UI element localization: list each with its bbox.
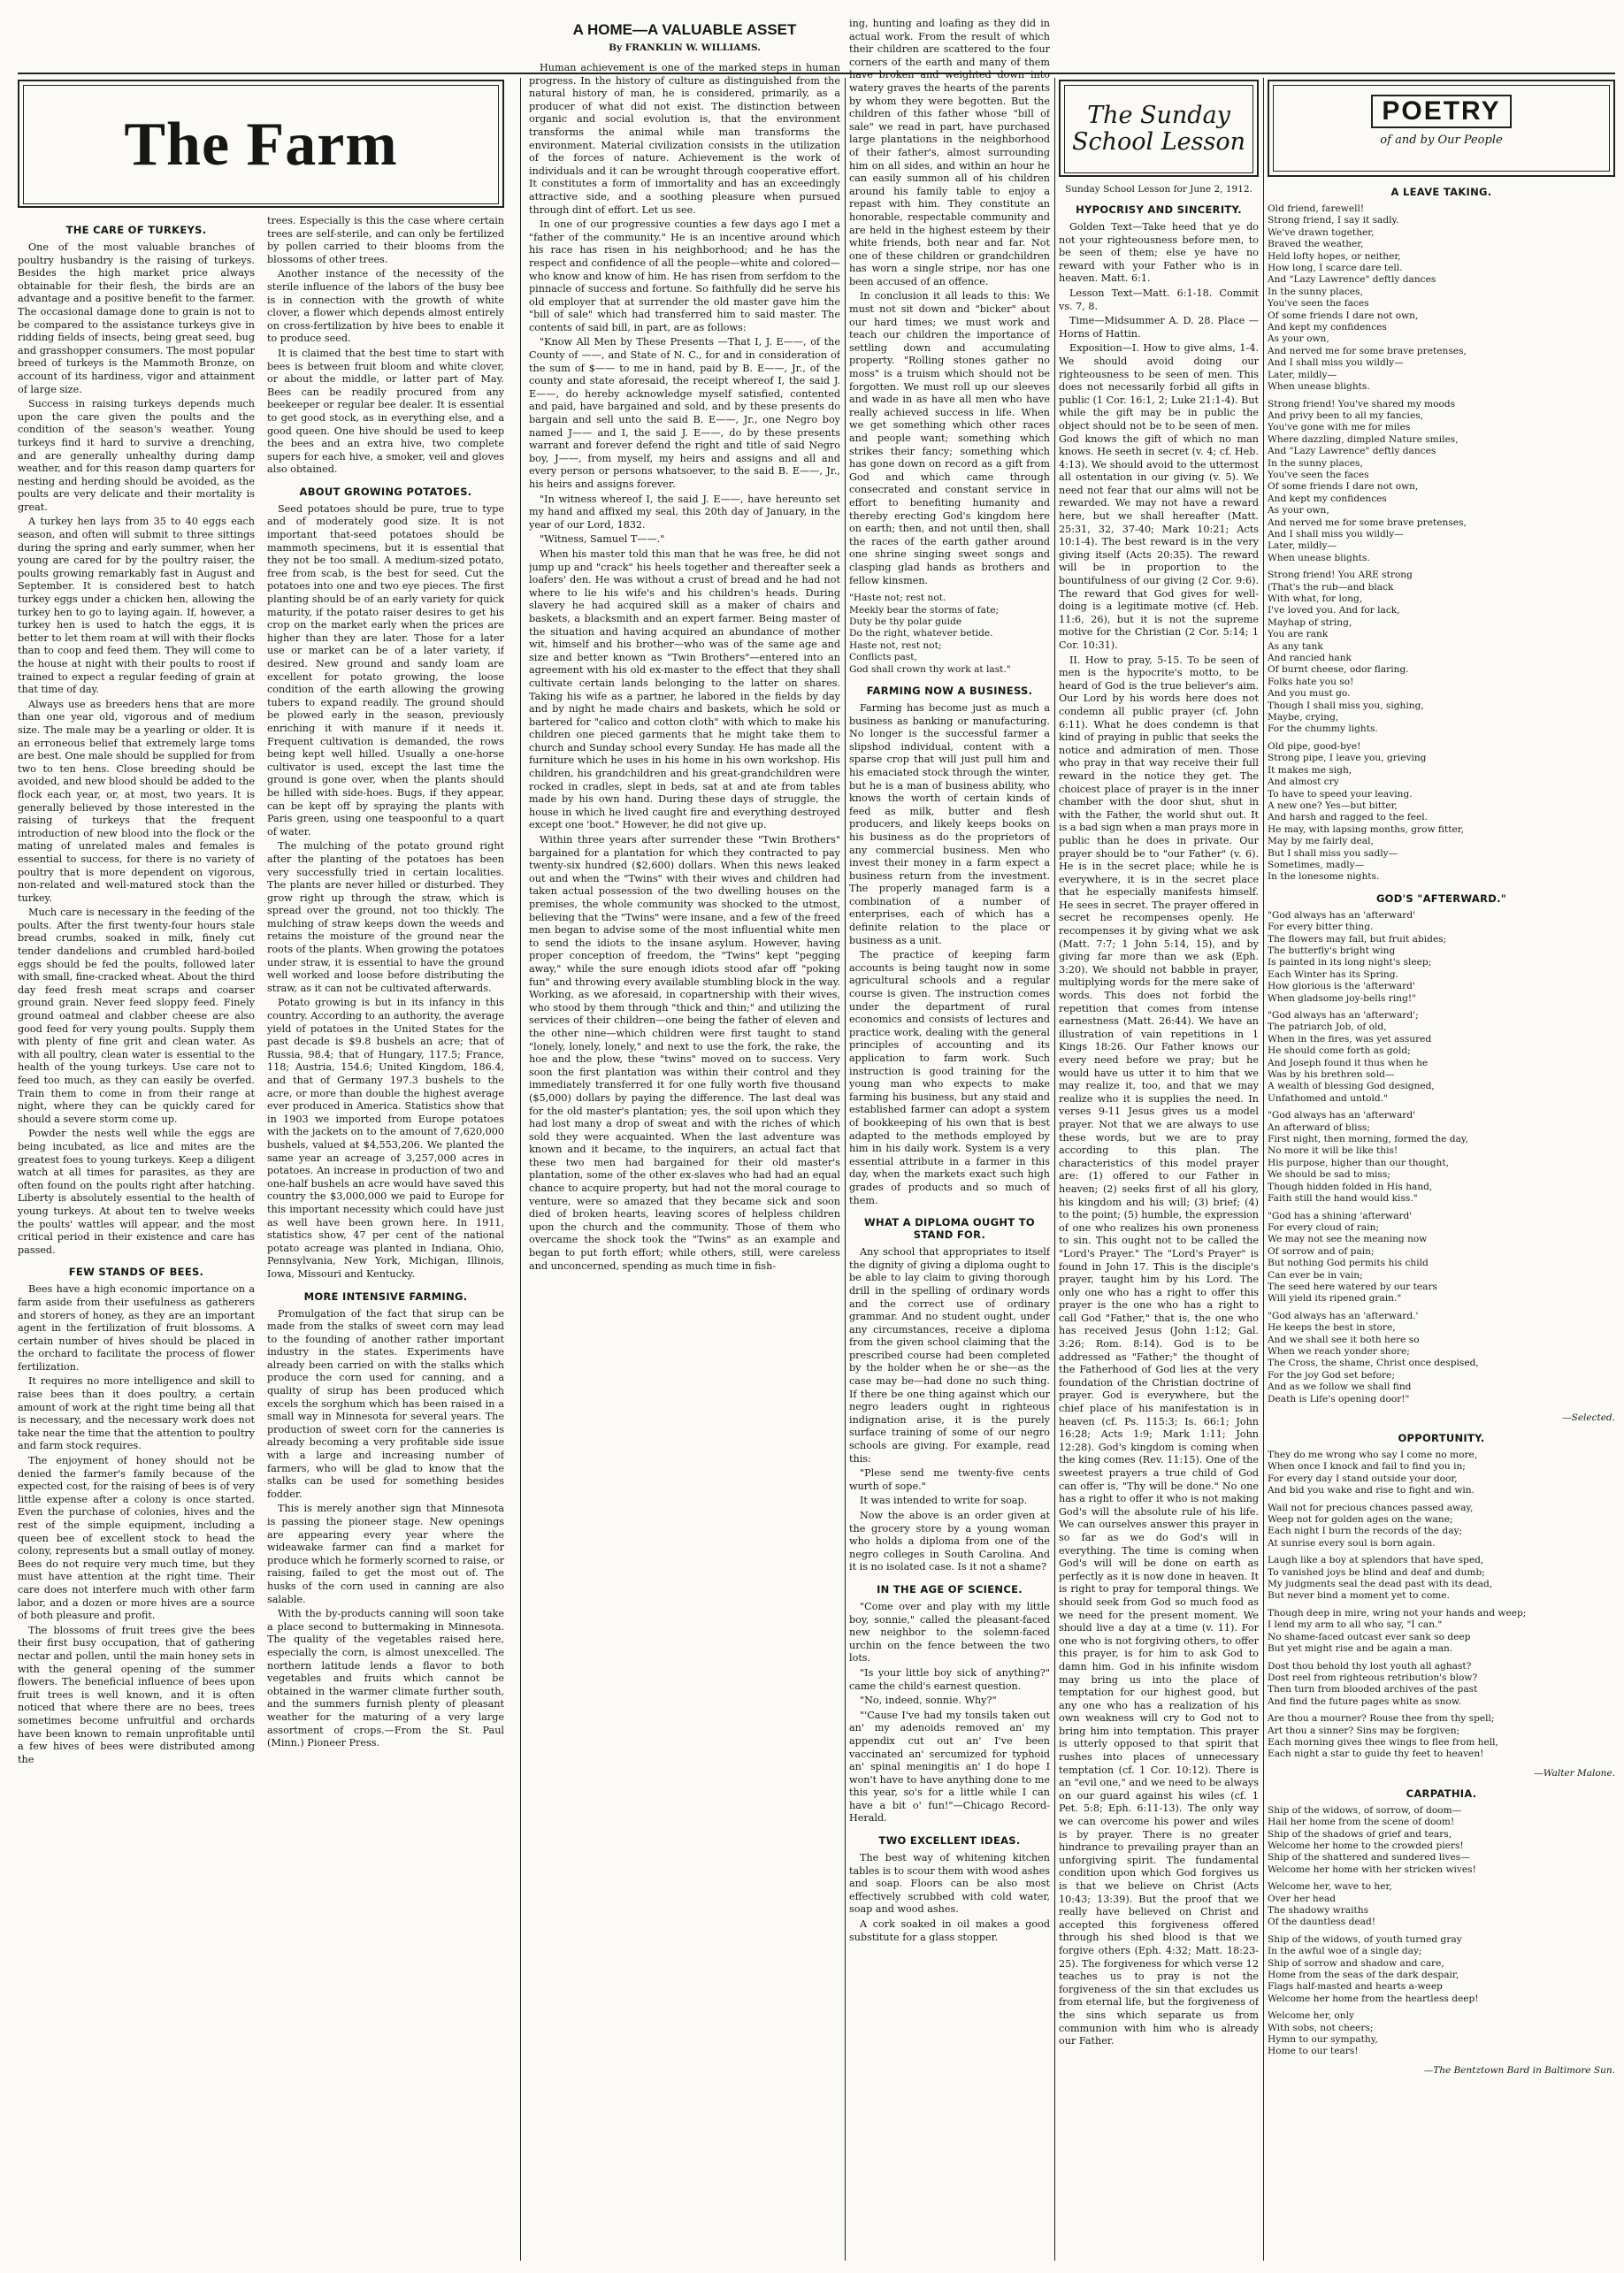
verse-line: Home from the seas of the dark despair, <box>1268 1970 1459 1981</box>
verse-line: But nothing God permits his child <box>1268 1258 1429 1269</box>
paragraph: One of the most valuable branches of poultry husbandry is the raising of turkeys. Besides the high market price always obtainable for their flesh, the birds are an advantage and a positive benefit to the farmer. The occasional damage done to grain is not to be compared to the assistance turkeys give in ridding fields of insects, being great seed, bug and grasshopper consumers. The most popular breed of turkeys is the Mammoth Bronze, on account of its hardiness, vigor and attainment of large size. <box>18 241 255 395</box>
paragraph: ing, hunting and loafing as they did in actual work. From the result of which their children are scattered to the four corners of the earth and many of them have broken and weighted down into watery graves the hearts of the parents by whom they were begotten. But the children of this father whose "bill of sale" we read in part, have purchased large plantations in the neighborhood of their father's, almost surrounding him on all sides, and within an hour he can easily summon all of his children around his family table to enjoy a repast with him. They constitute an honorable, respectable community and are held in the highest esteem by their white friends, both near and far. Not one of these children or grandchildren has worn a single stripe, nor has one been accused of an offence. <box>849 18 1050 287</box>
byline: By FRANKLIN W. WILLIAMS. <box>609 42 761 53</box>
lesson-banner-title: The Sunday School Lesson <box>1071 102 1245 156</box>
verse-line: Is painted in its long night's sleep; <box>1268 957 1432 968</box>
verse-line: An afterward of bliss; <box>1268 1121 1370 1133</box>
paragraph: The blossoms of fruit trees give the bees their first busy occupation, that of gathering nectar and pollen, until the main honey sets in with the general opening of the summer flowers. The beneficial influence of bees upon fruit trees is well known, and it is often noticed that where there are no bees, trees sometimes become unfruitful and orchards have been known to remain unprofitable until a few hives of bees were distributed among the <box>18 1624 255 1765</box>
verse-line: We've drawn together, <box>1268 226 1375 238</box>
poem <box>1268 1450 1615 1761</box>
verse-line: And nerved me for some brave pretenses, <box>1268 345 1467 356</box>
paragraph: In conclusion it all leads to this: We must not sit down and "bicker" about our hard times; we must work and teach our children the importance of settling down and accumulating property. "Rolling stones gather no moss" is a truism which should not be forgotten. We must roll up our sleeves and wade in as have all men who have really achieved success in life. When we get something which other races and people want; something which strikes their fancy; something which has gone down on record as a gift from God and which came through consecrated and constant service in effort to benefiting humanity and thereby erecting God's kingdom here on earth; then, and not until then, shall the races of the earth gather around one shrine singing sweet songs and clasping glad hands as brothers and fellow kinsmen. <box>849 290 1050 586</box>
poem-signature: —The Bentztown Bard in Baltimore Sun. <box>1423 2064 1615 2076</box>
verse-line: Strong friend, I say it sadly. <box>1268 215 1399 226</box>
paragraph: Human achievement is one of the marked steps in human progress. In the history of culture as distinguished from the natural history of man, he is considered, primarily, as a producer of what did not exist. The distinction between organic and social evolution is, that the environment transforms the animal while man transforms the environment. Material civilization consists in the utilization of the forces of nature. Achievement is the work of individuals and it can be wrought through cooperative effort. It constitutes a form of immortality and has an exceedingly attractive side, and a soothing pleasure when pursued through dint of effort. Let us see. <box>529 62 840 216</box>
poem-signature: —Selected. <box>1562 1412 1615 1423</box>
poem-signature: —Walter Malone. <box>1534 1767 1615 1779</box>
verse-line: My judgments seal the dead past with its dead, <box>1268 1579 1493 1590</box>
verse-line: But never bind a moment yet to come. <box>1268 1590 1450 1602</box>
verse-line: Later, mildly— <box>1268 369 1337 380</box>
article-heading: IN THE AGE OF SCIENCE. <box>877 1582 1023 1596</box>
verse-line: And kept my confidences <box>1268 493 1387 504</box>
verse-line: You've gone with me for miles <box>1268 422 1411 433</box>
verse-line: And we shall see it both here so <box>1268 1334 1420 1345</box>
verse-line: Of the dauntless dead! <box>1268 1917 1375 1928</box>
verse-line: And almost cry <box>1268 777 1339 788</box>
verse-line: Welcome her home from the heartless deep! <box>1268 1993 1479 2004</box>
verse-line: No shame-faced outcast ever sank so deep <box>1268 1631 1471 1642</box>
verse-line: May by me fairly deal, <box>1268 836 1374 847</box>
paragraph: Time—Midsummer A. D. 28. Place —Horns of Hattin. <box>1059 315 1259 340</box>
verse-line: And "Lazy Lawrence" deftly dances <box>1268 274 1436 286</box>
verse-line: His purpose, higher than our thought, <box>1268 1157 1449 1168</box>
paragraph: A turkey hen lays from 35 to 40 eggs each season, and often will submit to three sittings during the spring and early summer, when her young are cared for by the poultry raiser, the poults growing remarkably fast in August and September. It is considered best to hatch turkey eggs under a chicken hen, allowing the turkey hen to go to laying again. If, however, a turkey hen is used to hatch the eggs, it is better to let them roam at will with their flocks than to coop and feed them. They will come to the house at night with their poults to roost if trained to expect a regular feeding of grain at that time of day. <box>18 516 255 696</box>
verse-line: Unfathomed and untold." <box>1268 1092 1388 1104</box>
verse-line: Then turn from blooded archives of the past <box>1268 1684 1478 1695</box>
verse-line: Ship of the widows, of sorrow, of doom— <box>1268 1804 1462 1816</box>
verse-line: As your own, <box>1268 505 1329 517</box>
verse-line: And harsh and ragged to the feel. <box>1268 812 1429 823</box>
verse-line: Will yield its ripened grain." <box>1268 1293 1402 1305</box>
verse-line: Meekly bear the storms of fate; <box>849 604 1000 616</box>
verse-line: "God always has an 'afterward' <box>1268 909 1416 921</box>
verse-line: As any tank <box>1268 640 1323 652</box>
verse-line: Wail not for precious chances passed away, <box>1268 1502 1474 1513</box>
paragraph: Promulgation of the fact that sirup can be made from the stalks of sweet corn may lead to the founding of another rather important industry in the states. Experiments have already been carried on with the stalks which produce the corn used for canning, and a quality of sirup has been produced which excels the sorghum which has been raised in a small way in Minnesota for several years. The production of sweet corn for the canneries is already becoming a very profitable side issue with a large and increasing number of farmers, who will be glad to know that the stalks can be used for something besides fodder. <box>267 1307 504 1500</box>
verse-line: Duty be thy polar guide <box>849 616 962 627</box>
paragraph: The best way of whitening kitchen tables is to scour them with wood ashes and soap. Floors can be also most effectively scrubbed with cold water, soap and wood ashes. <box>849 1852 1050 1916</box>
verse-line: Weep not for golden ages on the wane; <box>1268 1514 1453 1526</box>
verse-line: To vanished joys be blind and deaf and dumb; <box>1268 1566 1485 1578</box>
verse-line: "God always has an 'afterward.' <box>1268 1310 1419 1321</box>
verse-line: When once I knock and fail to find you in; <box>1268 1461 1466 1473</box>
verse-line: Mayhap of string, <box>1268 616 1352 628</box>
verse-line: In the sunny places, <box>1268 286 1363 297</box>
verse-line: Over her head <box>1268 1893 1337 1904</box>
farm-subcolumn-right <box>267 215 504 1768</box>
paragraph: In one of our progressive counties a few days ago I met a "father of the community." He is an incentive around which his race has risen in his neighborhood; and he has the respect and confidence of all the people—white and colored—who know and know of him. He has risen from serfdom to the pinnacle of success and fortune. So faithfully did he serve his old employer that at surrender the old master gave him the "bill of sale" which had transferred him to said master. The contents of said bill, in part, are as follows: <box>529 218 840 333</box>
paragraph: "Know All Men by These Presents —That I, J. E——, of the County of ——, and State of N. C., for and in consideration of the sum of $—— to me in hand, paid by B. E——, Jr., of the county and state aforesaid, the receipt whereof I, the said J. E——, do hereby acknowledge myself satisfied, contented and paid, have bargained and sold, and by these presents do bargain and sell unto the said B. E——, Jr., one Negro boy named J—— and I, the said J. E——, do by these presents warrant and forever defend the right and title of said Negro boy, J——, from myself, my heirs and assigns and all and every person or persons whatsoever, to the said B. E——, Jr., his heirs and assigns forever. <box>529 336 840 490</box>
verse-line: Braved the weather, <box>1268 239 1364 250</box>
verse-line: He may, with lapsing months, grow fitter, <box>1268 823 1465 835</box>
verse-line: You are rank <box>1268 629 1329 640</box>
verse-line: "Haste not; rest not. <box>849 593 946 604</box>
paragraph: When his master told this man that he was free, he did not jump up and "crack" his heels together and thereafter seek a loafers' den. He was without a crust of bread and he had not where to lie his wife's and his children's heads. During slavery he had acquired skill as a maker of chairs and baskets, a blacksmith and an expert farmer. Being master of the situation and having acquired an abundance of mother wit, himself and his brother—who was of the same age and size and better known as "Twin Brothers"—entered into an agreement with his old ex-master to the effect that they shall cultivate certain lands belonging to the latter on shares. Taking his wife as a partner, he labored in the fields by day and by night he made chairs and baskets, which he sold or bartered for "calico and cotton cloth" with which to make his children one pieced garments that he might take them to church and Sunday school every Sunday. He has made all the furniture which he uses in his home in his own workshop. His children, his grandchildren and his great-grandchildren were rocked in cradles, slept in beds, sat at and ate from tables made by his own hand. During these days of struggle, the house in which he lived caught fire and everything destroyed except one 'boot." However, he did not give up. <box>529 547 840 831</box>
verse-line: Art thou a sinner? Sins may be forgiven; <box>1268 1725 1460 1736</box>
verse-line: You've seen the faces <box>1268 298 1369 310</box>
poetry-banner-title: POETRY <box>1371 95 1511 128</box>
column-rule <box>520 78 521 2261</box>
verse-line: When unease blights. <box>1268 381 1370 393</box>
paragraph: Success in raising turkeys depends much upon the care given the poults and the condition of the season's weather. Young turkeys find it hard to survive a drenching, and are generally unhealthy during damp weather, and for this reason damp quarters for nesting and herding should be avoided, as the poults are very delicate and their mortality is great. <box>18 398 255 513</box>
paragraph: Any school that appropriates to itself the dignity of giving a diploma ought to be able to lay claim to giving thorough drill in the spelling of ordinary words and the correct use of ordinary grammar. And no student ought, under any circumstances, receive a diploma from the given school claiming that the prescribed course had been completed by the holder when he or she—as the case may be—had done no such thing. If there be one thing against which our negro leaders ought in righteous indignation arise, it is the purely surface training of some of our negro schools are giving. For example, read this: <box>849 1246 1050 1465</box>
verse-line: Of burnt cheese, odor flaring. <box>1268 664 1409 676</box>
verse-line: "God always has an 'afterward' <box>1268 1110 1416 1121</box>
article-heading: HYPOCRISY AND SINCERITY. <box>1076 203 1242 216</box>
verse-line: Flags half-masted and hearts a-weep <box>1268 1981 1443 1993</box>
verse-line: When unease blights. <box>1268 552 1370 563</box>
verse-line: At sunrise every soul is born again. <box>1268 1537 1436 1549</box>
verse-line: I've loved you. And for lack, <box>1268 605 1400 616</box>
verse-line: When gladsome joy-bells ring!" <box>1268 992 1416 1004</box>
article-heading: TWO EXCELLENT IDEAS. <box>878 1834 1021 1848</box>
paragraph: II. How to pray, 5-15. To be seen of men is the hypocrite's motto, to be heard of God is the true believer's aim. Our Lord by his words here does not condemn all public prayer (cf. John 6:11). What he does condemn is that kind of praying in public that seeks the notice and admiration of men. Those who pray in that way receive their full reward in the notice they get. The choicest place of prayer is in the inner chamber with the door shut, shut in with the Father, the world shut out. It is a bad sign when a man prays more in public than he does in private. Our prayer should be to "our Father" (v. 6). He is in the secret place; while he is everywhere, it is in the secret place that he especially manifests himself. He sees in secret. The prayer offered in secret he recompenses openly. He recompenses it by giving what we ask (Matt. 7:7; 1 John 5:14, 15), and by giving far more than we ask (Eph. 3:20). We should not babble in prayer, multiplying words for the mere sake of words. This does not forbid the repetition that comes from intense earnestness (Matt. 26:44). We have an illustration of vain repetitions in 1 Kings 18:26. Our Father knows our every need before we pray; but he would have us utter it to him that we may realize it, too, and that we may realize who it is supplies the need. In verses 9-11 Jesus gives us a model prayer. Not that we are always to use these words, but we are to pray according to this plan. The characteristics of this model prayer are: (1) offered to our Father in heaven; (2) seeks first of all his glory, his kingdom and his will; (3) brief; (4) to the point; (5) humble, the expression of one who realizes his own proneness to sin. This ought not to be called the "Lord's Prayer." The "Lord's Prayer" is found in John 17. This is the disciple's prayer, taught him by his Lord. The only one who has a right to offer this prayer is the one who has a right to call God "Father," that is, the one who has received Jesus (John 1:12; Gal. 3:26; Rom. 8:14). God is to be addressed as "Father;" the thought of the Fatherhood of God lies at the very foundation of the Christian doctrine of prayer. God is everywhere, but the chief place of his manifestation is in heaven (cf. Ps. 115:3; Is. 66:1; John 16:28; Acts 1:9; Mark 1:11; John 12:28). God's kingdom is coming when the king comes (Rev. 11:15). One of the sweetest prayers a true child of God can offer is, "Thy will be done." No one has a right to offer it who is not making God's will the absolute rule of his life. We can ourselves answer this prayer in so far as we do God's will in everything. The time is coming when God's will will be done on earth as perfectly as it is now done in heaven. It is right to pray for temporal things. We should seek from God so much food as we need for the present moment. We should live a day at a time (v. 11). For one who is not forgiving others, to offer this prayer, is for him to ask God to damn him. God in his infinite wisdom may bring us into the place of temptation for our highest good, but any one who has a realization of his own weakness will cry to God not to bring him into temptation. This prayer is utterly opposed to that spirit that rushes into places of unnecessary temptation (cf. 1 Cor. 10:12). There is an "evil one," and we need to be always on our guard against his wiles (cf. 1 Pet. 5:8; Eph. 6:11-13). The only way we can overcome his power and wiles is by prayer. There is no greater hindrance to prevailing prayer than an unforgiving spirit. The fundamental condition upon which God forgives us is that we believe on Christ (Acts 10:43; 13:39). But the proof that we really have believed on Christ and accepted this forgiveness offered through his shed blood is that we forgive others (Eph. 4:32; Matt. 18:23-25). The forgiveness for which verse 12 teaches us to pray is not the forgiveness of the sin that excludes us from eternal life, but the forgiveness of the sins which separate us from communion with him who is already our Father. <box>1059 654 1259 2047</box>
paragraph: The mulching of the potato ground right after the planting of the potatoes has been very successfully tried in certain localities. The plants are never hilled or disturbed. They grow right up through the straw, which is spread over the ground, not too thickly. The mulching of straw keeps down the weeds and retains the moisture of the ground near the roots of the plants. When growing the potatoes under straw, it is essential to have the ground well worked and loose before distributing the straw, as it can not be cultivated afterwards. <box>267 840 504 994</box>
verse-line: Where dazzling, dimpled Nature smiles, <box>1268 433 1459 445</box>
verse-line: No more it will be like this! <box>1268 1145 1398 1157</box>
verse-line: A wealth of blessing God designed, <box>1268 1081 1435 1092</box>
paragraph: The enjoyment of honey should not be denied the farmer's family because of the expected cost, for the raising of bees is of very little expense after a colony is once started. Even the purchase of colonies, hives and the rest of the simple equipment, including a queen bee of excellent stock to head the colony, represents but a small outlay of money. Bees do not require very much time, but they must have attention at the right time. Their care does not interfere much with other farm labor, and a dozen or more hives are a source of both pleasure and profit. <box>18 1455 255 1622</box>
verse-line: (That's the rub—and black <box>1268 581 1394 593</box>
verse-line: Strong pipe, I leave you, grieving <box>1268 753 1427 764</box>
verse-line: Though deep in mire, wring not your hands and weep; <box>1268 1607 1527 1619</box>
verse-line: He keeps the best in store, <box>1268 1322 1396 1334</box>
paragraph: It was intended to write for soap. <box>860 1495 1028 1507</box>
verse-line: We should be sad to miss; <box>1268 1169 1390 1181</box>
verse-line: How long, I scarce dare tell. <box>1268 263 1403 274</box>
verse-line: And kept my confidences <box>1268 322 1387 333</box>
poetry-banner <box>1268 80 1615 177</box>
verse-line: He should come forth as gold; <box>1268 1045 1411 1057</box>
paragraph: Seed potatoes should be pure, true to type and of moderately good size. It is not important that-seed potatoes should be mammoth specimens, but it is essential that they not be too small. A medium-sized potato, free from scab, is the best for seed. Cut the potatoes into one and two eye pieces. The first planting should be of an early variety for quick maturity, if the potato raiser desires to get his crop on the market early when the prices are higher than they are later. Those for a later use or market can be of a later variety, if desired. New ground and sandy loam are excellent for potato growing, the loose condition of the earth allowing the growing tubers to expand readily. The ground should be plowed early in the season, previously enriching it with manure if it needs it. Frequent cultivation is demanded, the rows being kept well hilled. Usually a one-horse cultivator is used, except the last time the ground is gone over, when the plants should be hilled with side-hoes. Bugs, if they appear, can be kept off by spraying the plants with Paris green, using one teaspoonful to a quart of water. <box>267 502 504 838</box>
verse-line: Ship of sorrow and shadow and care, <box>1268 1957 1444 1969</box>
verse-line: Ship of the shadows of grief and tears, <box>1268 1828 1452 1840</box>
verse-line: As your own, <box>1268 333 1329 345</box>
verse-line: Laugh like a boy at splendors that have sped, <box>1268 1555 1484 1566</box>
column-rule <box>845 78 846 2261</box>
paragraph: Bees have a high economic importance on a farm aside from their usefulness as gatherers and storers of honey, as they are an important agent in the fertilization of fruit blossoms. A certain number of hives should be placed in the orchard to facilitate the process of flower fertilization. <box>18 1283 255 1373</box>
verse-line: Of sorrow and of pain; <box>1268 1245 1375 1257</box>
verse-line: Each Winter has its Spring. <box>1268 968 1398 980</box>
verse-line: And I shall miss you wildly— <box>1268 528 1404 540</box>
paragraph: It is claimed that the best time to start with bees is between fruit bloom and white clover, or about the middle, or latter part of May. Bees can be readily procured from any beekeeper or regular bee dealer. It is essential to get good stock, as in everything else, and a good queen. One hive should be used to keep the bees and an extra hive, two complete supers for each hive, a smoker, veil and gloves also obtained. <box>267 347 504 476</box>
verse-line: The butterfly's bright wing <box>1268 945 1396 956</box>
verse-line: With sobs, not cheers; <box>1268 2022 1374 2033</box>
quoted-verse <box>849 593 1050 676</box>
paragraph: Within three years after surrender these "Twin Brothers" bargained for a plantation for which they contracted to pay twenty-six hundred ($2,600) dollars. When this news leaked out and when the "Twins" with their wives and children had taken actual possession of the two dwelling houses on the premises, the whole community was shocked to the utmost, believing that the "Twins" were insane, and a few of the freed men began to advise some of the most influential white men to send the idiots to the insane asylum. However, having proper conception of freedom, the "Twins" kept "pegging away," while the sure enough idiots stood afar off "poking fun" and throwing every available stumbling block in the way. Working, as we aforesaid, in copartnership with their wives, who stood by them through "thick and thin;" and utilizing the services of their children—one being the father of eleven and the other nine—which children were first taught to stand "lonely, lonely, lonely," and next to use the fork, the rake, the hoe and the plow, these "twins" moved on to success. Very soon the first plantation was within their control and they immediately transferred it for one fully worth five thousand ($5,000) dollars by paying the difference. The last deal was for the old master's plantation; yes, the soil upon which they had lost many a drop of sweat and with the riches of which sold they were acquainted. When the last adventure was known and it became, to the inquirers, an actual fact that these two men had bargained for their old master's plantation, some of the other ex-slaves who had had an equal chance to acquire property, but had not the moral courage to venture, were so amazed that they became sick and soon died of broken hearts, leaving scores of helpless children upon the church and the community. Those of them who overcame the shock took the "Twins" as an example and began to put forth effort; while others, still, were careless and unconcerned, spending as much time in fish- <box>529 834 840 1272</box>
verse-line: And Joseph found it thus when he <box>1268 1057 1429 1068</box>
article-heading: ABOUT GROWING POTATOES. <box>299 485 472 498</box>
verse-line: And you must go. <box>1268 688 1351 700</box>
verse-line: Of some friends I dare not own, <box>1268 481 1419 493</box>
verse-line: They do me wrong who say I come no more, <box>1268 1450 1478 1460</box>
verse-line: Old pipe, good-bye! <box>1268 740 1361 752</box>
paragraph: Exposition—I. How to give alms, 1-4. We should avoid doing our righteousness to be seen of men. This does not necessarily forbid all gifts in public (1 Cor. 16:1, 2; Luke 21:1-4). But while the gift may be in public the object should not be to be seen of men. God knows the gift of which no man knows. He seeth in secret (v. 4; cf. Heb. 4:13). We should avoid to the uttermost all ostentation in our giving (v. 5). We need not fear that our alms will not be rewarded. We may not have a reward here, but we shall hereafter (Matt. 25:31, 32, 37-40; Mark 10:21; Acts 10:1-4). The best reward is in the very giving itself (Acts 20:35). The reward will be in proportion to the bountifulness of our giving (2 Cor. 9:6). The reward that God gives for well-doing is a legitimate motive (cf. Heb. 11:6, 26), but it is not the supreme motive for the Christian (2 Cor. 5:14; 1 Cor. 10:31). <box>1059 342 1259 651</box>
verse-line: Was by his brethren sold— <box>1268 1069 1395 1081</box>
verse-line: For every day I stand outside your door, <box>1268 1473 1458 1484</box>
column-rule <box>1054 78 1055 2261</box>
poetry-section <box>1268 18 1615 2264</box>
poem-title: CARPATHIA. <box>1406 1787 1477 1800</box>
verse-line: "God has a shining 'afterward' <box>1268 1210 1413 1221</box>
verse-line: The flowers may fall, but fruit abides; <box>1268 933 1447 945</box>
article-heading: FARMING NOW A BUSINESS. <box>866 684 1033 697</box>
verse-line: And nerved me for some brave pretenses, <box>1268 517 1467 528</box>
verse-line: And "Lazy Lawrence" deftly dances <box>1268 446 1436 457</box>
verse-line: Each night a star to guide thy feet to heaven! <box>1268 1749 1484 1760</box>
paragraph: Much care is necessary in the feeding of the poults. After the first twenty-four hours stale bread crumbs, soaked in milk, finely cut tender dandelions and crumbled hard-boiled eggs should be fed the poults, followed later with small, fine-cracked wheat. About the third day feed fresh meat scraps and coarser ground grain. Never feed sloppy feed. Finely ground oatmeal and clabber cheese are also good feed for very young poults. Supply them with plenty of fine grit and clean water. As with all poultry, clean water is essential to the health of the young turkeys. Use care not to feed too much, as they can easily be overfed. Train them to come in from their range at night, where they can be quickly cared for should a severe storm come up. <box>18 907 255 1125</box>
paragraph: This is merely another sign that Minnesota is passing the pioneer stage. New openings are appearing every year where the wideawake farmer can find a market for produce which he formerly scorned to raise, or raising, failed to get the most out of. The husks of the corn used in canning are also salable. <box>267 1503 504 1605</box>
verse-line: Death is Life's opening door!" <box>1268 1393 1410 1404</box>
verse-line: Conflicts past, <box>849 652 917 663</box>
paragraph: A cork soaked in oil makes a good substitute for a glass stopper. <box>849 1918 1050 1943</box>
verse-line: And bid you wake and rise to fight and win. <box>1268 1485 1475 1496</box>
verse-line: Later, mildly— <box>1268 540 1337 552</box>
paragraph: "Is your little boy sick of anything?" came the child's earnest question. <box>849 1666 1050 1692</box>
verse-line: Can ever be in vain; <box>1268 1269 1363 1281</box>
lesson-banner <box>1059 80 1259 177</box>
poem <box>1268 1805 1615 2058</box>
verse-line: Ship of the widows, of youth turned gray <box>1268 1933 1462 1945</box>
verse-line: We may not see the meaning now <box>1268 1234 1428 1245</box>
verse-line: Though hidden folded in His hand, <box>1268 1181 1433 1192</box>
article-heading: MORE INTENSIVE FARMING. <box>303 1290 468 1303</box>
verse-line: For the joy God set before; <box>1268 1369 1395 1381</box>
verse-line: I lend my arm to all who say, "I can." <box>1268 1619 1443 1631</box>
poem-title: A LEAVE TAKING. <box>1390 186 1492 198</box>
verse-line: Haste not, rest not; <box>849 639 942 651</box>
paragraph: Now the above is an order given at the grocery store by a young woman who holds a diploma from one of the negro colleges in South Carolina. And it is no isolated case. Is it not a shame? <box>849 1510 1050 1573</box>
paragraph: trees. Especially is this the case where certain trees are self-sterile, and can only be fertilized by pollen carried to their blooms from the blossoms of other trees. <box>267 215 504 265</box>
verse-line: Old friend, farewell! <box>1268 203 1365 214</box>
verse-line: Home to our tears! <box>1268 2046 1359 2057</box>
poem <box>1268 910 1615 1405</box>
verse-line: To have to speed your leaving. <box>1268 788 1413 800</box>
verse-line: Sometimes, madly— <box>1268 859 1365 870</box>
verse-line: Folks hate you so! <box>1268 676 1354 687</box>
paragraph: "No, indeed, sonnie. Why?" <box>860 1695 997 1707</box>
paragraph: Farming has become just as much a business as banking or manufacturing. No longer is the successful farmer a slipshod individual, content with a sparse crop that will just pull him and his emaciated stock through the winter, but he is a man of business ability, who knows the worth of certain kinds of feed as milk, butter and flesh producers, and likely keeps books on his business as do the proprietors of any commercial business. Men who invest their money in a farm expect a business return from the investment. The properly managed farm is a combination of a number of enterprises, each of which has a definite relation to the place or business as a unit. <box>849 701 1050 946</box>
paragraph: "Come over and play with my little boy, sonnie," called the pleasant-faced new neighbor to the solemn-faced urchin on the fence between the two lots. <box>849 1600 1050 1665</box>
paragraph: Lesson Text—Matt. 6:1-18. Commit vs. 7, 8. <box>1059 287 1259 312</box>
verse-line: The seed here watered by our tears <box>1268 1281 1437 1292</box>
verse-line: Each morning gives thee wings to flee from hell, <box>1268 1736 1498 1748</box>
paragraph: Another instance of the necessity of the sterile influence of the labors of the busy bee is in connection with the growth of white clover, a flower which depends almost entirely on cross-fertilization by hive bees to enable it to produce seed. <box>267 268 504 345</box>
verse-line: In the awful woe of a single day; <box>1268 1946 1422 1957</box>
poem-title: OPPORTUNITY. <box>1398 1432 1485 1444</box>
verse-line: For every cloud of rain; <box>1268 1221 1380 1233</box>
column-rule <box>1263 78 1264 2261</box>
asset-subcolumn-left <box>529 18 840 1274</box>
paragraph: With the by-products canning will soon take a place second to buttermaking in Minnesota. The quality of the vegetables raised here, especially the corn, is almost unexcelled. The northern latitude lends a flavor to both vegetables and fruits which cannot be obtained in the warmer climate further south, and the summers furnish plenty of pleasant weather for the maturing of a very large assortment of crops.—From the St. Paul (Minn.) Pioneer Press. <box>267 1608 504 1749</box>
verse-line: The patriarch Job, of old, <box>1268 1022 1387 1033</box>
verse-line: Though I shall miss you, sighing, <box>1268 700 1424 711</box>
verse-line: Dost reel from righteous retribution's blow? <box>1268 1672 1478 1683</box>
verse-line: The Cross, the shame, Christ once despised, <box>1268 1358 1479 1369</box>
lesson-date: Sunday School Lesson for June 2, 1912. <box>1065 184 1252 195</box>
verse-line: Hymn to our sympathy, <box>1268 2034 1378 2046</box>
misc-section <box>849 18 1050 2264</box>
verse-line: And I shall miss you wildly— <box>1268 357 1404 369</box>
verse-line: And rancied hank <box>1268 653 1352 664</box>
farm-banner-title: The Farm <box>124 110 398 179</box>
verse-line: And as we follow we shall find <box>1268 1381 1412 1393</box>
paragraph: "In witness whereof I, the said J. E——, have hereunto set my hand and affixed my seal, this 20th day of January, in the year of our Lord, 1832. <box>529 493 840 531</box>
verse-line: For the chummy lights. <box>1268 723 1378 735</box>
verse-line: "God always has an 'afterward'; <box>1268 1010 1419 1021</box>
verse-line: And privy been to all my fancies, <box>1268 409 1424 421</box>
verse-line: The shadowy wraiths <box>1268 1905 1369 1916</box>
paragraph: Potato growing is but in its infancy in this country. According to an authority, the average yield of potatoes in the United States for the past decade is $9.8 bushels an acre; that of Russia, 98.4; that of Hungary, 117.5; France, 118; Austria, 154.6; United Kingdom, 186.4, and that of Germany 197.3 bushels to the acre, or more than double the highest average ever produced in America. Statistics show that in 1903 we imported from Europe potatoes with the jackets on to the amount of 7,620,000 bushels, valued at $4,553,206. We planted the same year an acreage of 3,257,000 acres in potatoes. An increase in production of two and one-half bushels an acre would have saved this country the $3,000,000 we paid to Europe for this important necessity which could have just as well have been grown here. In 1911, statistics show, 47 per cent of the national potato acreage was planted in Indiana, Ohio, Pennsylvania, New York, Michigan, Illinois, Iowa, Missouri and Kentucky. <box>267 997 504 1280</box>
verse-line: Held lofty hopes, or neither, <box>1268 250 1401 262</box>
verse-line: Each night I burn the records of the day; <box>1268 1526 1463 1537</box>
verse-line: Do the right, whatever betide. <box>849 628 993 639</box>
verse-line: Faith still the hand would kiss." <box>1268 1193 1418 1205</box>
paragraph: Always use as breeders hens that are more than one year old, vigorous and of medium size. The male may be a yearling or older. It is an erroneous belief that extremely large toms are best. One male should be supplied for from two to ten hens. Close breeding should be avoided, and new blood should be added to the flock each year, or, at most, two years. It is generally believed by those interested in the raising of turkeys that the frequent introduction of new blood into the flock or the mating of unrelated males and females is essential to success, for there is no variety of poultry that is more dependent on vigorous, non-related and well-matured stock than the turkey. <box>18 698 255 904</box>
verse-line: But yet might rise and be again a man. <box>1268 1643 1453 1655</box>
verse-line: How glorious is the 'afterward' <box>1268 981 1415 992</box>
paragraph: It requires no more intelligence and skill to raise bees than it does poultry, a certain amount of work at the right time being all that is necessary, and the necessary work does not take near the time that the attention to poultry and farm stock requires. <box>18 1375 255 1452</box>
verse-line: For every bitter thing. <box>1268 922 1374 933</box>
poem <box>1268 203 1615 884</box>
poetry-banner-subtitle: of and by Our People <box>1380 134 1503 147</box>
farm-banner <box>18 80 504 208</box>
farm-subcolumn-left <box>18 215 255 1768</box>
paragraph: The practice of keeping farm accounts is being taught now in some agricultural schools and a regular course is given. The instruction comes under the department of rural economics and consists of lectures and practice work, dealing with the general principles of accounting and its application to farm work. Such instruction is good training for the young man who expects to make farming his business, but any staid and established farmer can adopt a system of bookkeeping of his own that is best adapted to the methods employed by him in his daily work. System is a very essential attribute in a farmer in this day, when the markets exact such high grades of products and so much of them. <box>849 949 1050 1206</box>
verse-line: Strong friend! You've shared my moods <box>1268 398 1456 409</box>
verse-line: But I shall miss you sadly— <box>1268 847 1398 859</box>
verse-line: Hail her home from the scene of doom! <box>1268 1817 1455 1828</box>
paragraph: Golden Text—Take heed that ye do not your righteousness before men, to be seen of them; else ye have no reward with your Father who is in heaven. Matt. 6:1. <box>1059 221 1259 285</box>
paragraph: "Witness, Samuel T——." <box>540 533 665 546</box>
article-heading: THE CARE OF TURKEYS. <box>65 224 207 236</box>
verse-line: Ship of the shattered and sundered lives— <box>1268 1852 1470 1864</box>
verse-line: Dost thou behold thy lost youth all aghast? <box>1268 1660 1472 1672</box>
verse-line: Are thou a mourner? Rouse thee from thy spell; <box>1268 1713 1495 1725</box>
verse-line: Welcome her, only <box>1268 2010 1354 2022</box>
verse-line: Maybe, crying, <box>1268 712 1339 723</box>
verse-line: With what, for long, <box>1268 593 1363 604</box>
article-title: A HOME—A VALUABLE ASSET <box>572 21 797 38</box>
verse-line: First night, then morning, formed the day, <box>1268 1134 1468 1145</box>
article-heading: WHAT A DIPLOMA OUGHT TO STAND FOR. <box>864 1216 1035 1242</box>
paragraph: Powder the nests well while the eggs are being incubated, as lice and mites are the greatest foes to young turkeys. Keep a diligent watch at all times for parasites, as they are often found on the poults right after hatching. Liberty is absolutely essential to the health of young turkeys. At about ten to twelve weeks the poults' wattles will appear, and the most critical period in their existence and care has passed. <box>18 1128 255 1256</box>
poem-title: GOD'S "AFTERWARD." <box>1375 892 1507 905</box>
verse-line: Welcome her, wave to her, <box>1268 1881 1392 1893</box>
verse-line: Welcome her home with her stricken wives! <box>1268 1864 1476 1875</box>
verse-line: You've seen the faces <box>1268 469 1369 480</box>
verse-line: When in the fires, was yet assured <box>1268 1033 1432 1045</box>
paragraph: "'Cause I've had my tonsils taken out an' my adenoids removed an' my appendix cut out an' I've been vaccinated an' sercumized for typhoid an' spinal meningitis an' I do hope I won't have to have anything done to me this year, so's for a little while I can have a bit o' fun!"—Chicago Record-Herald. <box>849 1709 1050 1825</box>
verse-line: In the sunny places, <box>1268 457 1363 469</box>
article-heading: FEW STANDS OF BEES. <box>68 1266 204 1279</box>
verse-line: Of some friends I dare not own, <box>1268 310 1419 321</box>
verse-line: It makes me sigh, <box>1268 764 1352 776</box>
verse-line: And find the future pages white as snow. <box>1268 1695 1461 1707</box>
lesson-section <box>1059 18 1259 2264</box>
verse-line: Welcome her home to the crowded piers! <box>1268 1840 1464 1851</box>
farm-section <box>18 18 504 2264</box>
verse-line: A new one? Yes—but bitter, <box>1268 800 1398 811</box>
asset-section <box>529 18 840 2264</box>
verse-line: Strong friend! You ARE strong <box>1268 570 1413 581</box>
paragraph: "Plese send me twenty-five cents wurth of sope." <box>849 1467 1050 1492</box>
verse-line: In the lonesome nights. <box>1268 871 1380 883</box>
verse-line: God shall crown thy work at last." <box>849 663 1011 675</box>
verse-line: When we reach yonder shore; <box>1268 1345 1410 1357</box>
